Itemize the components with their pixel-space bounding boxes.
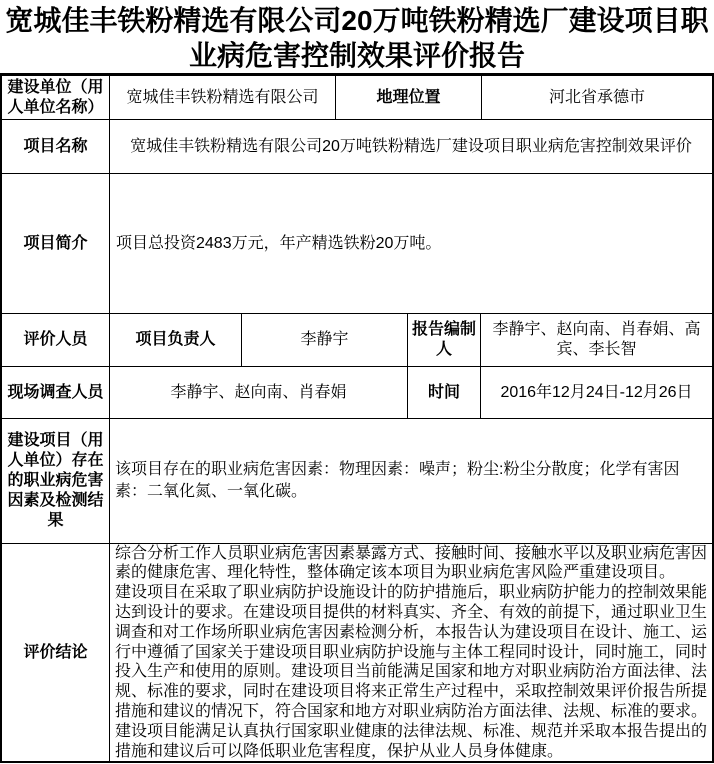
table-row-evaluation-conclusion — [2, 544, 712, 761]
report-summary-table — [0, 73, 714, 763]
site-investigators-value: 李静宇、赵向南、肖春娟 — [110, 367, 408, 418]
page-title: 宽城佳丰铁粉精选有限公司20万吨铁粉精选厂建设项目职业病危害控制效果评价报告 — [5, 5, 709, 71]
location-value: 河北省承德市 — [548, 88, 645, 106]
table-row-site-investigators — [2, 367, 712, 419]
report-compilers-value: 李静宇、赵向南、肖春娟、高宾、李长智 — [492, 321, 701, 358]
table-row-evaluators — [2, 314, 712, 367]
conclusion-paragraph-1: 综合分析工作人员职业病危害因素暴露方式、接触时间、接触水平以及职业病危害因素的健康危害、理化特性，整体确定该本项目为职业病危害风险严重建设项目。 — [115, 544, 708, 582]
construction-unit-label: 建设单位（用人单位名称） — [2, 76, 110, 119]
table-row-project-name — [2, 120, 712, 174]
time-label: 时间 — [408, 367, 481, 418]
project-name-value: 宽城佳丰铁粉精选有限公司20万吨铁粉精选厂建设项目职业病危害控制效果评价 — [130, 137, 692, 155]
table-row-construction-unit — [2, 76, 712, 120]
project-intro-label: 项目简介 — [2, 174, 110, 313]
report-compilers-label: 报告编制人 — [408, 314, 481, 366]
evaluators-label: 评价人员 — [2, 314, 110, 366]
evaluation-conclusion-value — [110, 544, 712, 761]
project-intro-value: 项目总投资2483万元，年产精选铁粉20万吨。 — [116, 234, 442, 252]
project-leader-value: 李静宇 — [242, 314, 408, 366]
hazard-factors-label: 建设项目（用人单位）存在的职业病危害因素及检测结果 — [2, 419, 110, 543]
table-row-project-intro — [2, 174, 712, 314]
project-leader-label: 项目负责人 — [110, 314, 242, 366]
table-row-hazard-factors — [2, 419, 712, 544]
site-investigators-label: 现场调查人员 — [2, 367, 110, 418]
time-value: 2016年12月24日-12月26日 — [500, 383, 693, 401]
construction-unit-value: 宽城佳丰铁粉精选有限公司 — [110, 76, 336, 119]
project-name-label: 项目名称 — [2, 120, 110, 173]
conclusion-paragraph-2: 建设项目在采取了职业病防护设施设计的防护措施后，职业病防护能力的控制效果能达到设计的要求。在建设项目提供的材料真实、齐全、有效的前提下，通过职业卫生调查和对工作场所职业病危害因素检测分析，本报告认为建设项目在设计、施工、运行中遵循了国家关于建设项目职业病防护设施与主体工程同时设计，同时施工，同时投入生产和使用的原则。建设项目当前能满足国家和地方对职业病防治方面法律、法规、标准的要求，同时在建设项目将来正常生产过程中，采取控制效果评价报告所提措施和建议的情况下，符合国家和地方对职业病防治方面法律、法规、标准的要求。建设项目能满足认真执行国家职业健康的法律法规、标准、规范并采取本报告提出的措施和建议后可以降低职业危害程度，保护从业人员身体健康。 — [115, 584, 708, 760]
hazard-factors-value: 该项目存在的职业病危害因素：物理因素：噪声；粉尘:粉尘分散度；化学有害因素：二氧化氮、一氧化碳。 — [115, 461, 680, 500]
location-label: 地理位置 — [336, 76, 482, 119]
evaluation-conclusion-label: 评价结论 — [2, 544, 110, 761]
